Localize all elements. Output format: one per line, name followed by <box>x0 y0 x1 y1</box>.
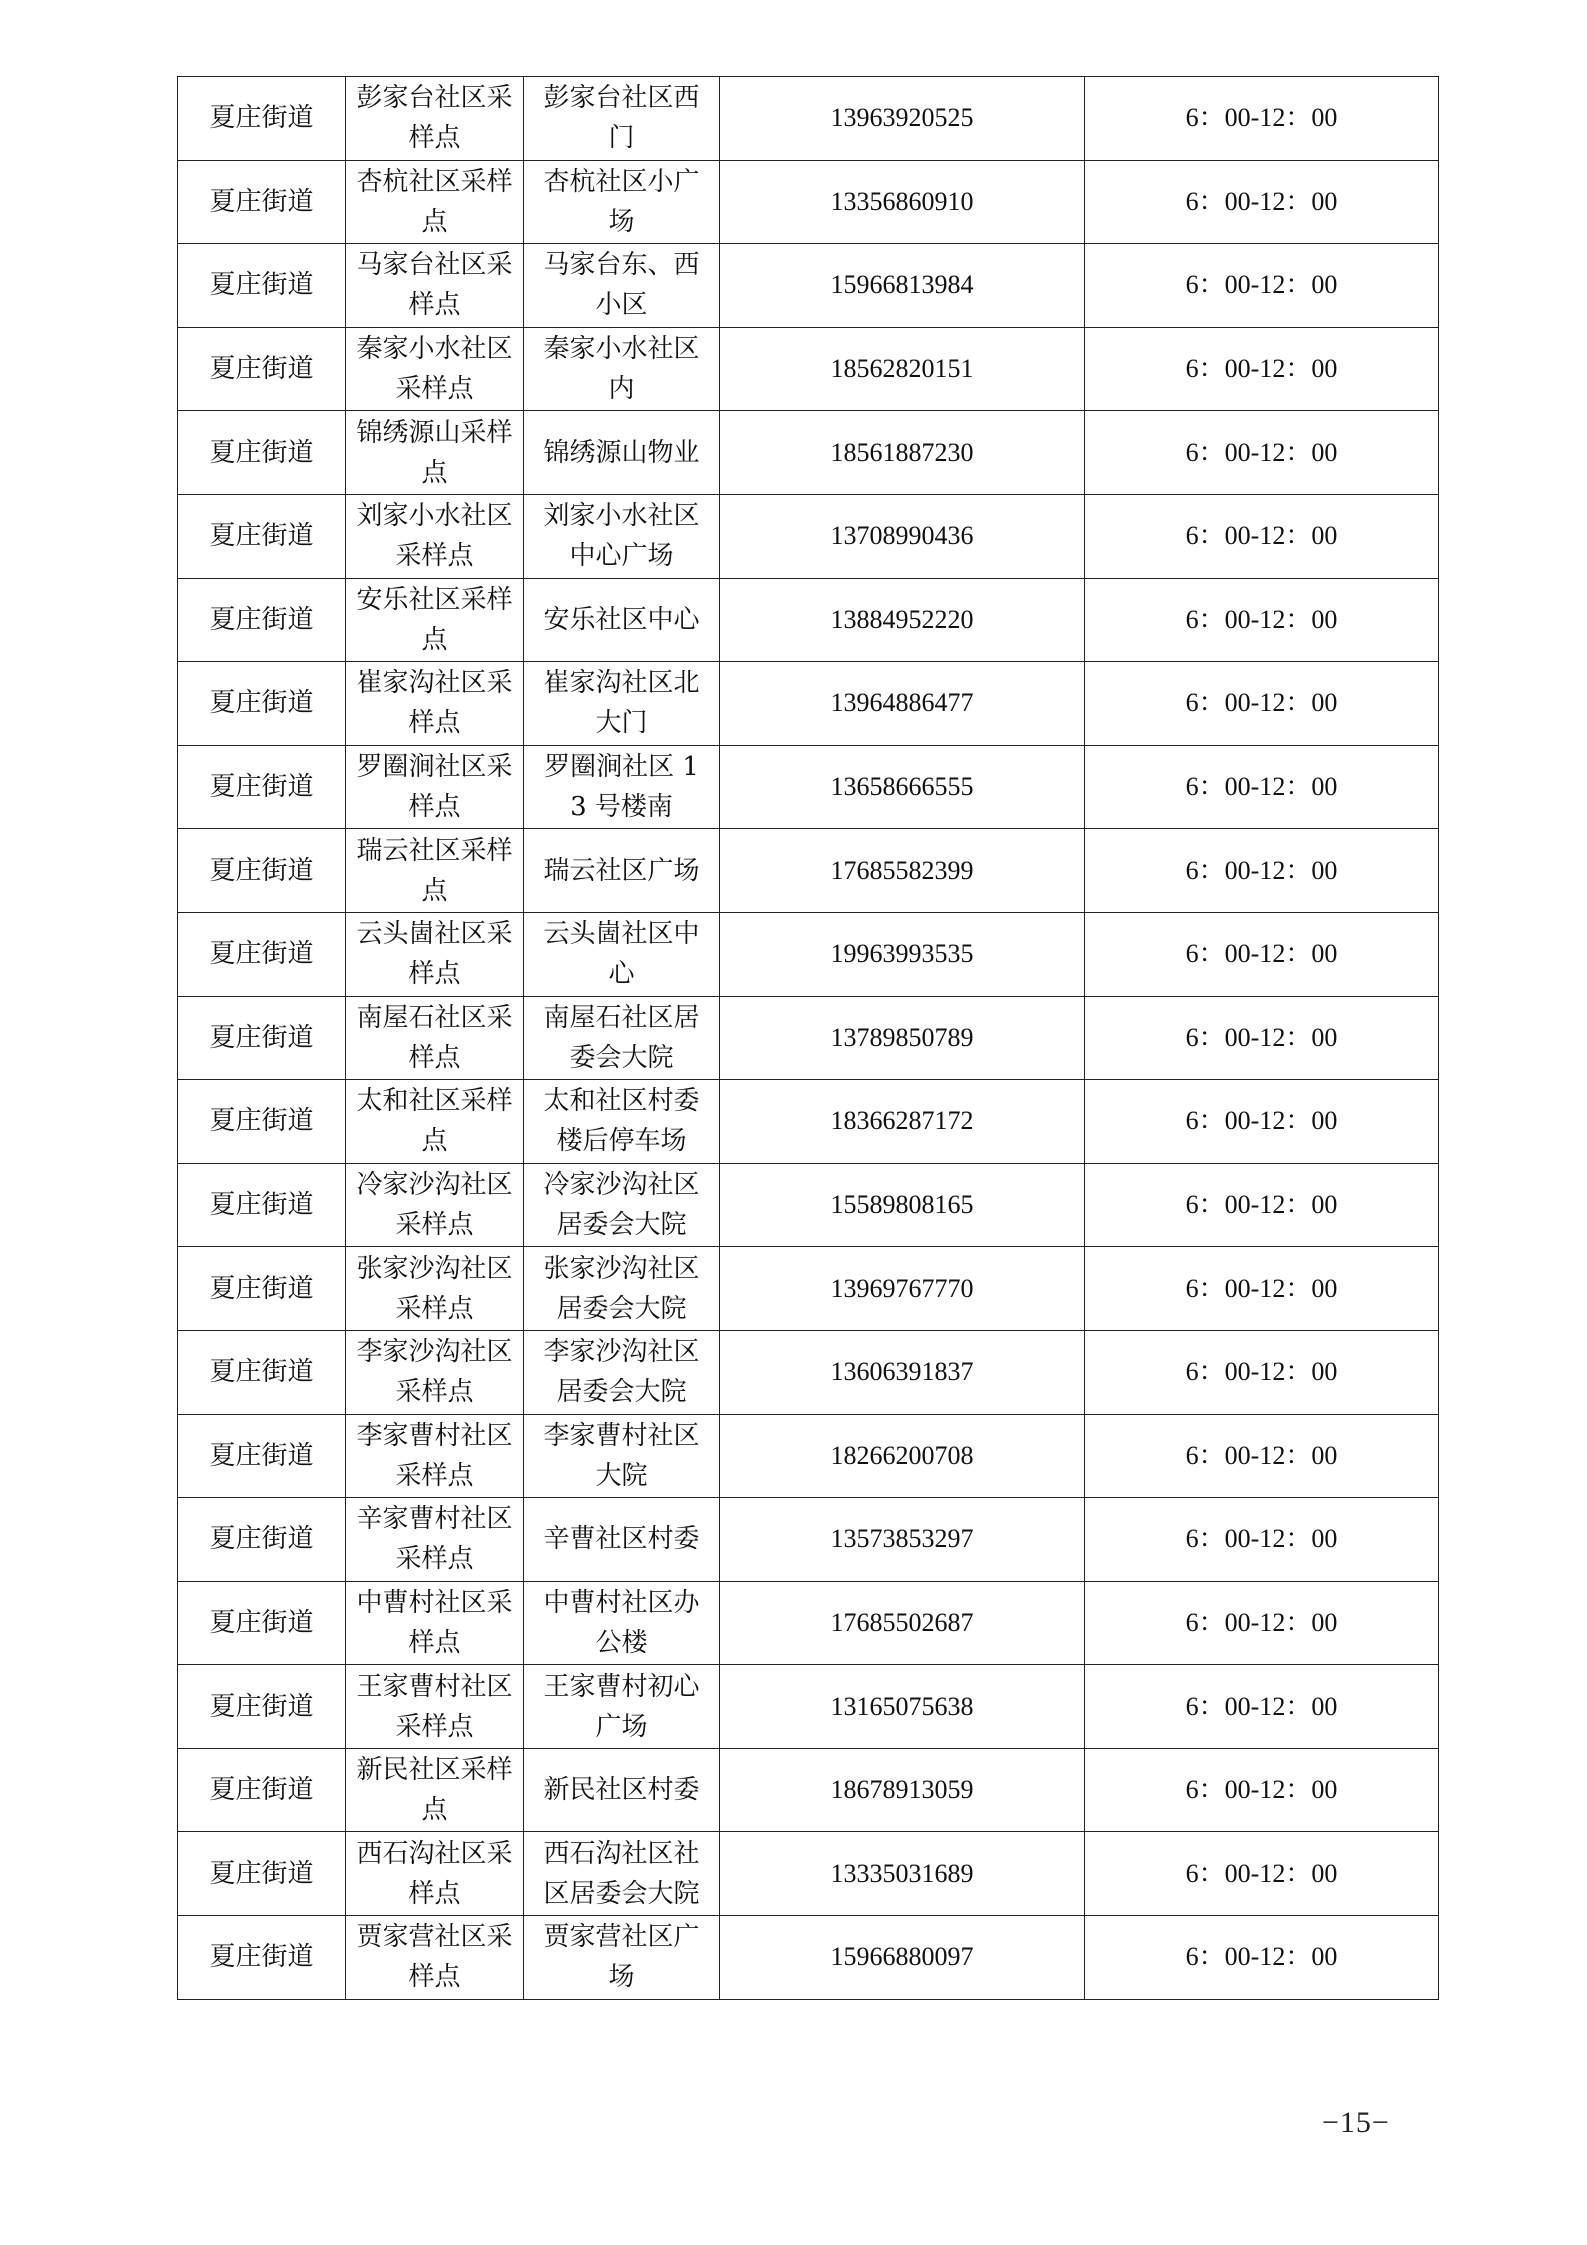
phone-cell-text: 18562820151 <box>830 354 974 384</box>
table-row <box>178 77 1439 161</box>
hours-cell-text: 6：00-12：00 <box>1185 855 1338 885</box>
street-cell <box>178 662 346 746</box>
phone-cell <box>720 745 1085 829</box>
table-row <box>178 1581 1439 1665</box>
location-cell <box>524 1080 720 1164</box>
location-cell-text: 云头崮社区中心 <box>543 919 700 990</box>
street-cell-text: 夏庄街道 <box>209 270 314 301</box>
street-cell-text: 夏庄街道 <box>209 1775 314 1806</box>
location-cell-text: 贾家营社区广场 <box>543 1922 700 1993</box>
hours-cell <box>1085 494 1439 578</box>
site-name-cell-text: 锦绣源山采样点 <box>356 417 513 488</box>
hours-cell <box>1085 1581 1439 1665</box>
hours-cell-text: 6：00-12：00 <box>1185 186 1338 216</box>
street-cell-text: 夏庄街道 <box>209 1607 314 1638</box>
location-cell-text: 秦家小水社区内 <box>543 334 700 405</box>
location-cell <box>524 77 720 161</box>
location-cell <box>524 244 720 328</box>
hours-cell <box>1085 912 1439 996</box>
phone-cell <box>720 1414 1085 1498</box>
phone-cell <box>720 1748 1085 1832</box>
location-cell <box>524 578 720 662</box>
hours-cell-text: 6：00-12：00 <box>1185 1524 1338 1554</box>
table-row <box>178 160 1439 244</box>
hours-cell-text: 6：00-12：00 <box>1185 1022 1338 1052</box>
hours-cell-text: 6：00-12：00 <box>1185 1691 1338 1721</box>
street-cell-text: 夏庄街道 <box>209 604 314 635</box>
table-row <box>178 912 1439 996</box>
phone-cell-text: 13335031689 <box>830 1858 974 1888</box>
street-cell <box>178 578 346 662</box>
location-cell <box>524 1748 720 1832</box>
phone-cell <box>720 1665 1085 1749</box>
phone-cell-text: 13165075638 <box>830 1691 974 1721</box>
site-name-cell-text: 刘家小水社区采样点 <box>356 501 513 572</box>
phone-cell <box>720 912 1085 996</box>
table-row <box>178 1330 1439 1414</box>
phone-cell-text: 18366287172 <box>830 1106 974 1136</box>
site-name-cell-text: 中曹村社区采样点 <box>356 1587 513 1658</box>
table-row <box>178 411 1439 495</box>
location-cell-text: 王家曹村初心广场 <box>543 1671 700 1742</box>
street-cell-text: 夏庄街道 <box>209 688 314 719</box>
street-cell <box>178 1916 346 2000</box>
street-cell <box>178 411 346 495</box>
table-row <box>178 1247 1439 1331</box>
phone-cell-text: 13658666555 <box>830 772 974 802</box>
location-cell-text: 中曹村社区办公楼 <box>543 1587 700 1658</box>
site-name-cell-text: 辛家曹村社区采样点 <box>356 1504 513 1575</box>
table-row <box>178 662 1439 746</box>
table-row <box>178 829 1439 913</box>
hours-cell <box>1085 1163 1439 1247</box>
location-cell <box>524 1665 720 1749</box>
table-row <box>178 1414 1439 1498</box>
hours-cell <box>1085 160 1439 244</box>
site-name-cell-text: 冷家沙沟社区采样点 <box>356 1170 513 1241</box>
location-cell <box>524 996 720 1080</box>
phone-cell <box>720 1916 1085 2000</box>
hours-cell-text: 6：00-12：00 <box>1185 772 1338 802</box>
location-cell-text: 李家沙沟社区居委会大院 <box>543 1337 700 1408</box>
hours-cell-text: 6：00-12：00 <box>1185 604 1338 634</box>
street-cell <box>178 745 346 829</box>
hours-cell-text: 6：00-12：00 <box>1185 1273 1338 1303</box>
street-cell <box>178 160 346 244</box>
phone-cell-text: 15966880097 <box>830 1942 974 1972</box>
phone-cell-text: 13573853297 <box>830 1524 974 1554</box>
site-name-cell-text: 杏杭社区采样点 <box>356 166 513 237</box>
site-name-cell <box>346 1916 524 2000</box>
hours-cell <box>1085 244 1439 328</box>
site-name-cell <box>346 160 524 244</box>
hours-cell <box>1085 996 1439 1080</box>
phone-cell <box>720 1247 1085 1331</box>
hours-cell <box>1085 578 1439 662</box>
location-cell <box>524 1414 720 1498</box>
location-cell-text: 太和社区村委楼后停车场 <box>543 1086 700 1157</box>
hours-cell-text: 6：00-12：00 <box>1185 688 1338 718</box>
site-name-cell-text: 秦家小水社区采样点 <box>356 334 513 405</box>
street-cell <box>178 996 346 1080</box>
phone-cell <box>720 1581 1085 1665</box>
table-row <box>178 745 1439 829</box>
street-cell <box>178 1748 346 1832</box>
hours-cell-text: 6：00-12：00 <box>1185 1942 1338 1972</box>
hours-cell <box>1085 77 1439 161</box>
phone-cell-text: 18678913059 <box>830 1775 974 1805</box>
phone-cell <box>720 829 1085 913</box>
table-row <box>178 1832 1439 1916</box>
site-name-cell <box>346 1080 524 1164</box>
location-cell <box>524 1498 720 1582</box>
street-cell <box>178 912 346 996</box>
phone-cell-text: 18266200708 <box>830 1440 974 1470</box>
site-name-cell <box>346 745 524 829</box>
phone-cell-text: 13356860910 <box>830 186 974 216</box>
page-number: −15− <box>1322 2106 1390 2139</box>
phone-cell-text: 15966813984 <box>830 270 974 300</box>
location-cell-text: 冷家沙沟社区居委会大院 <box>543 1170 700 1241</box>
phone-cell <box>720 244 1085 328</box>
hours-cell <box>1085 1330 1439 1414</box>
street-cell-text: 夏庄街道 <box>209 1022 314 1053</box>
phone-cell-text: 13969767770 <box>830 1273 974 1303</box>
location-cell-text: 张家沙沟社区居委会大院 <box>543 1253 700 1324</box>
hours-cell-text: 6：00-12：00 <box>1185 354 1338 384</box>
location-cell <box>524 1247 720 1331</box>
phone-cell <box>720 77 1085 161</box>
location-cell-text: 南屋石社区居委会大院 <box>543 1002 700 1073</box>
location-cell-text: 马家台东、西小区 <box>543 250 700 321</box>
location-cell-text: 西石沟社区社区居委会大院 <box>543 1838 700 1909</box>
street-cell <box>178 1414 346 1498</box>
site-name-cell-text: 瑞云社区采样点 <box>356 835 513 906</box>
site-name-cell <box>346 494 524 578</box>
hours-cell <box>1085 411 1439 495</box>
hours-cell <box>1085 745 1439 829</box>
phone-cell <box>720 578 1085 662</box>
hours-cell-text: 6：00-12：00 <box>1185 521 1338 551</box>
location-cell <box>524 327 720 411</box>
hours-cell <box>1085 1498 1439 1582</box>
hours-cell <box>1085 1748 1439 1832</box>
hours-cell-text: 6：00-12：00 <box>1185 939 1338 969</box>
street-cell <box>178 1581 346 1665</box>
site-name-cell <box>346 1247 524 1331</box>
hours-cell-text: 6：00-12：00 <box>1185 1775 1338 1805</box>
site-name-cell <box>346 578 524 662</box>
phone-cell-text: 13964886477 <box>830 688 974 718</box>
table-row <box>178 1080 1439 1164</box>
table-row <box>178 244 1439 328</box>
street-cell <box>178 77 346 161</box>
hours-cell <box>1085 1832 1439 1916</box>
phone-cell <box>720 494 1085 578</box>
hours-cell-text: 6：00-12：00 <box>1185 1190 1338 1220</box>
table-row <box>178 1748 1439 1832</box>
street-cell-text: 夏庄街道 <box>209 772 314 803</box>
phone-cell <box>720 327 1085 411</box>
site-name-cell <box>346 1330 524 1414</box>
table-row <box>178 494 1439 578</box>
hours-cell <box>1085 1080 1439 1164</box>
phone-cell <box>720 411 1085 495</box>
hours-cell-text: 6：00-12：00 <box>1185 1106 1338 1136</box>
site-name-cell <box>346 1748 524 1832</box>
street-cell-text: 夏庄街道 <box>209 939 314 970</box>
table-row <box>178 1665 1439 1749</box>
location-cell <box>524 494 720 578</box>
phone-cell-text: 19963993535 <box>830 939 974 969</box>
site-name-cell-text: 崔家沟社区采样点 <box>356 668 513 739</box>
phone-cell <box>720 1330 1085 1414</box>
street-cell <box>178 327 346 411</box>
site-name-cell-text: 南屋石社区采样点 <box>356 1002 513 1073</box>
location-cell <box>524 662 720 746</box>
location-cell-text: 刘家小水社区中心广场 <box>543 501 700 572</box>
site-name-cell-text: 李家沙沟社区采样点 <box>356 1337 513 1408</box>
site-name-cell <box>346 327 524 411</box>
street-cell-text: 夏庄街道 <box>209 186 314 217</box>
phone-cell-text: 17685502687 <box>830 1607 974 1637</box>
street-cell-text: 夏庄街道 <box>209 855 314 886</box>
site-name-cell-text: 王家曹村社区采样点 <box>356 1671 513 1742</box>
table-row <box>178 1916 1439 2000</box>
phone-cell <box>720 1832 1085 1916</box>
site-name-cell <box>346 1665 524 1749</box>
location-cell-text: 新民社区村委 <box>543 1775 700 1806</box>
site-name-cell-text: 贾家营社区采样点 <box>356 1922 513 1993</box>
location-cell-text: 崔家沟社区北大门 <box>543 668 700 739</box>
street-cell-text: 夏庄街道 <box>209 354 314 385</box>
location-cell-text: 彭家台社区西门 <box>543 83 700 154</box>
site-name-cell-text: 安乐社区采样点 <box>356 584 513 655</box>
site-name-cell-text: 马家台社区采样点 <box>356 250 513 321</box>
table-row <box>178 996 1439 1080</box>
street-cell-text: 夏庄街道 <box>209 103 314 134</box>
location-cell-text: 辛曹社区村委 <box>543 1524 700 1555</box>
street-cell-text: 夏庄街道 <box>209 521 314 552</box>
site-name-cell-text: 新民社区采样点 <box>356 1755 513 1826</box>
phone-cell <box>720 1163 1085 1247</box>
phone-cell-text: 13884952220 <box>830 604 974 634</box>
hours-cell-text: 6：00-12：00 <box>1185 103 1338 133</box>
location-cell <box>524 1581 720 1665</box>
site-name-cell <box>346 912 524 996</box>
street-cell <box>178 1330 346 1414</box>
phone-cell-text: 13963920525 <box>830 103 974 133</box>
street-cell-text: 夏庄街道 <box>209 437 314 468</box>
table-row <box>178 1498 1439 1582</box>
street-cell-text: 夏庄街道 <box>209 1190 314 1221</box>
site-name-cell <box>346 1581 524 1665</box>
location-cell <box>524 160 720 244</box>
location-cell <box>524 745 720 829</box>
hours-cell-text: 6：00-12：00 <box>1185 270 1338 300</box>
site-name-cell <box>346 1498 524 1582</box>
location-cell <box>524 1916 720 2000</box>
location-cell <box>524 1163 720 1247</box>
site-name-cell-text: 张家沙沟社区采样点 <box>356 1253 513 1324</box>
table-row <box>178 578 1439 662</box>
hours-cell <box>1085 327 1439 411</box>
street-cell <box>178 1665 346 1749</box>
street-cell <box>178 1080 346 1164</box>
phone-cell-text: 15589808165 <box>830 1190 974 1220</box>
site-name-cell-text: 太和社区采样点 <box>356 1086 513 1157</box>
site-name-cell <box>346 244 524 328</box>
hours-cell <box>1085 1665 1439 1749</box>
location-cell-text: 锦绣源山物业 <box>543 437 700 468</box>
phone-cell <box>720 1080 1085 1164</box>
street-cell-text: 夏庄街道 <box>209 1858 314 1889</box>
site-name-cell <box>346 662 524 746</box>
hours-cell <box>1085 1916 1439 2000</box>
street-cell-text: 夏庄街道 <box>209 1440 314 1471</box>
site-name-cell <box>346 996 524 1080</box>
site-name-cell <box>346 1832 524 1916</box>
hours-cell-text: 6：00-12：00 <box>1185 1607 1338 1637</box>
location-cell <box>524 829 720 913</box>
site-name-cell-text: 罗圈涧社区采样点 <box>356 752 513 823</box>
table-row <box>178 1163 1439 1247</box>
site-name-cell <box>346 411 524 495</box>
street-cell-text: 夏庄街道 <box>209 1524 314 1555</box>
street-cell <box>178 1163 346 1247</box>
site-name-cell <box>346 1414 524 1498</box>
location-cell <box>524 912 720 996</box>
hours-cell <box>1085 829 1439 913</box>
street-cell <box>178 1832 346 1916</box>
phone-cell-text: 13606391837 <box>830 1357 974 1387</box>
phone-cell <box>720 662 1085 746</box>
location-cell <box>524 1832 720 1916</box>
table-body <box>178 77 1439 2000</box>
hours-cell-text: 6：00-12：00 <box>1185 1357 1338 1387</box>
phone-cell <box>720 996 1085 1080</box>
site-name-cell <box>346 1163 524 1247</box>
street-cell <box>178 244 346 328</box>
location-cell-text: 安乐社区中心 <box>543 604 700 635</box>
phone-cell <box>720 160 1085 244</box>
location-cell-text: 李家曹村社区大院 <box>543 1420 700 1491</box>
location-cell <box>524 1330 720 1414</box>
hours-cell <box>1085 1414 1439 1498</box>
site-name-cell-text: 李家曹村社区采样点 <box>356 1420 513 1491</box>
hours-cell <box>1085 662 1439 746</box>
site-name-cell-text: 彭家台社区采样点 <box>356 83 513 154</box>
street-cell <box>178 494 346 578</box>
phone-cell-text: 17685582399 <box>830 855 974 885</box>
phone-cell-text: 13789850789 <box>830 1022 974 1052</box>
street-cell-text: 夏庄街道 <box>209 1106 314 1137</box>
phone-cell <box>720 1498 1085 1582</box>
location-cell-text: 罗圈涧社区 13 号楼南 <box>544 752 699 823</box>
location-cell <box>524 411 720 495</box>
site-name-cell-text: 云头崮社区采样点 <box>356 919 513 990</box>
street-cell <box>178 1247 346 1331</box>
street-cell-text: 夏庄街道 <box>209 1942 314 1973</box>
hours-cell-text: 6：00-12：00 <box>1185 1858 1338 1888</box>
hours-cell <box>1085 1247 1439 1331</box>
hours-cell-text: 6：00-12：00 <box>1185 437 1338 467</box>
site-name-cell <box>346 77 524 161</box>
phone-cell-text: 13708990436 <box>830 521 974 551</box>
street-cell <box>178 829 346 913</box>
street-cell-text: 夏庄街道 <box>209 1273 314 1304</box>
hours-cell-text: 6：00-12：00 <box>1185 1440 1338 1470</box>
street-cell <box>178 1498 346 1582</box>
site-name-cell <box>346 829 524 913</box>
street-cell-text: 夏庄街道 <box>209 1691 314 1722</box>
table-row <box>178 327 1439 411</box>
site-name-cell-text: 西石沟社区采样点 <box>356 1838 513 1909</box>
sampling-sites-table <box>177 76 1439 2000</box>
phone-cell-text: 18561887230 <box>830 437 974 467</box>
location-cell-text: 杏杭社区小广场 <box>543 166 700 237</box>
street-cell-text: 夏庄街道 <box>209 1357 314 1388</box>
location-cell-text: 瑞云社区广场 <box>543 855 700 886</box>
